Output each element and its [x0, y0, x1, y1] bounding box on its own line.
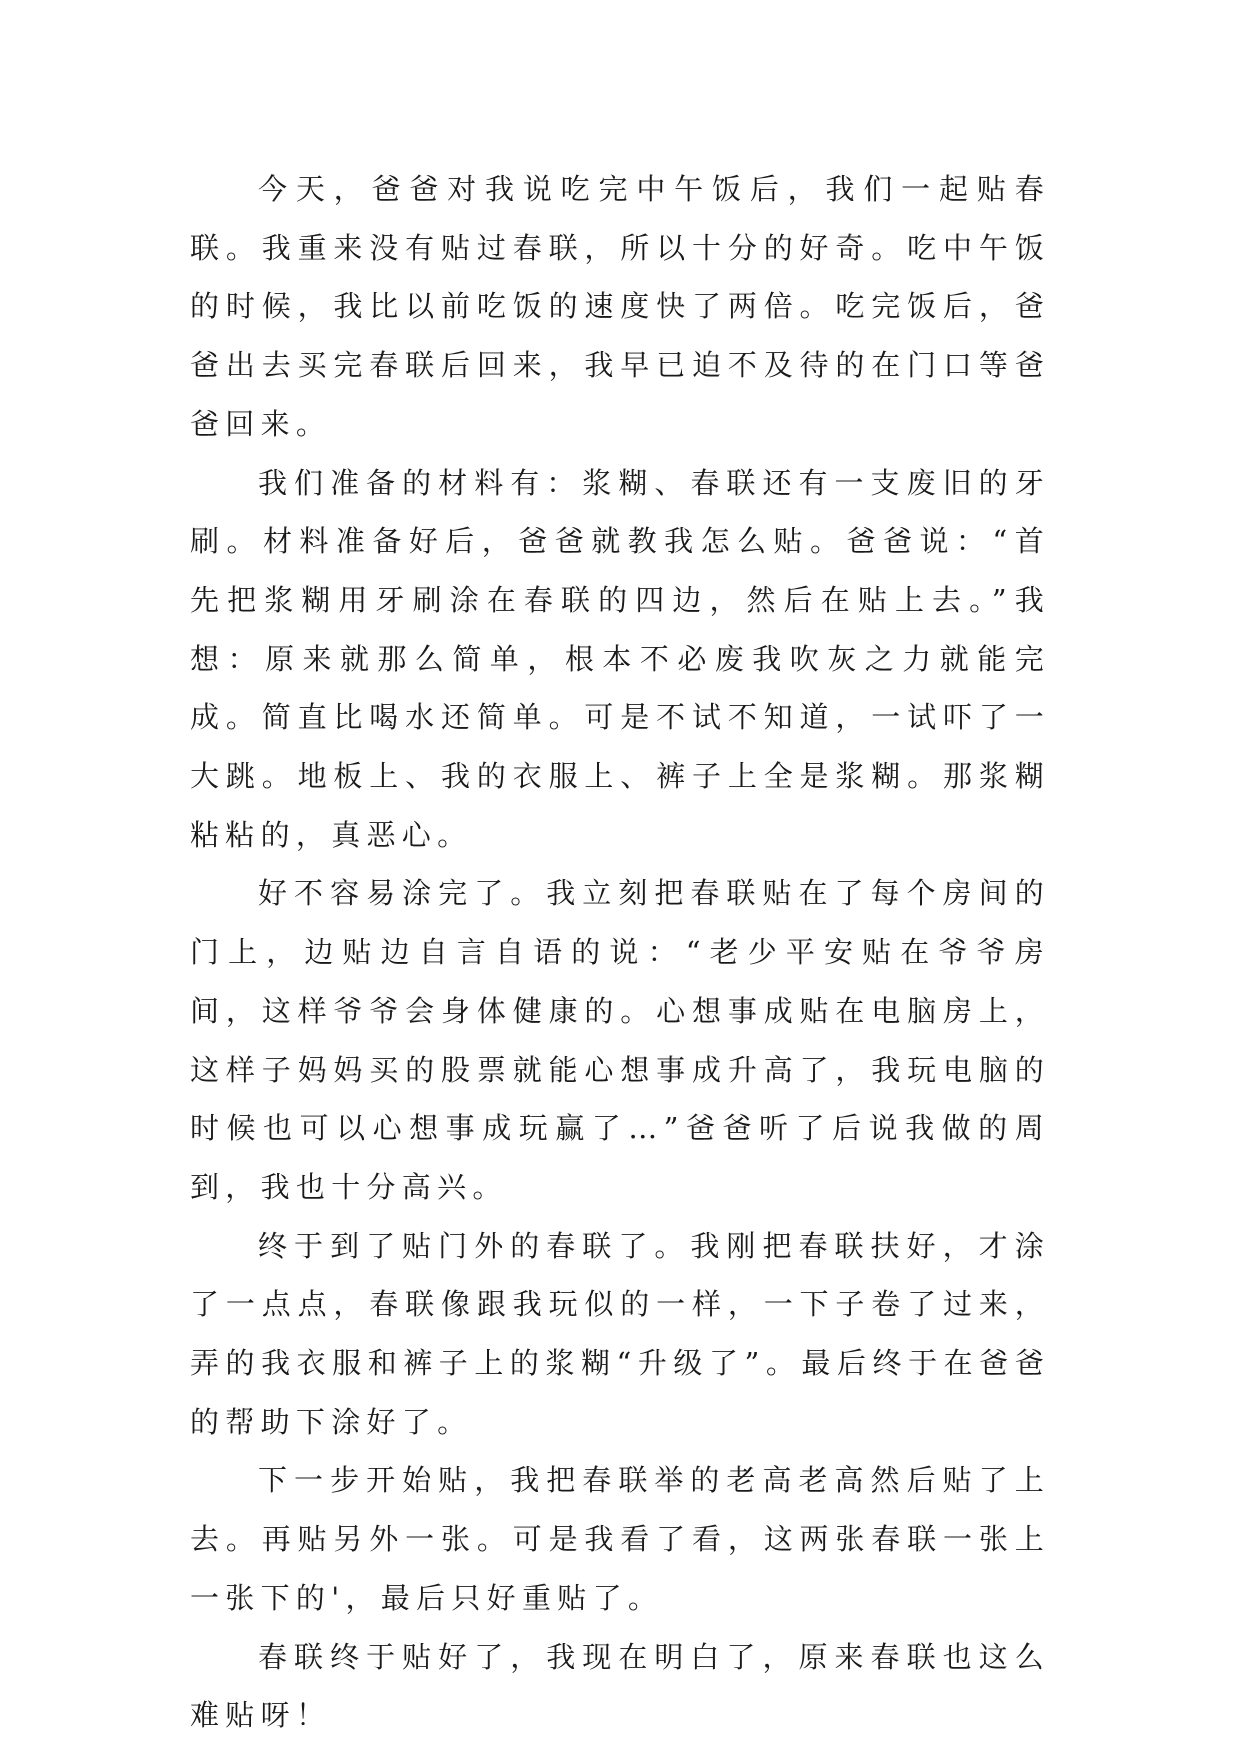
document-body	[190, 160, 1050, 1745]
paragraph-5: 下一步开始贴，我把春联举的老高老高然后贴了上去。再贴另外一张。可是我看了看，这两张春联一张上一张下的'，最后只好重贴了。	[190, 1463, 1050, 1615]
paragraph-1: 今天，爸爸对我说吃完中午饭后，我们一起贴春联。我重来没有贴过春联，所以十分的好奇。吃中午饭的时候，我比以前吃饭的速度快了两倍。吃完饭后，爸爸出去买完春联后回来，我早已迫不及待的在门口等爸爸回来。	[190, 172, 1050, 441]
paragraph-4: 终于到了贴门外的春联了。我刚把春联扶好，才涂了一点点，春联像跟我玩似的一样，一下子卷了过来，弄的我衣服和裤子上的浆糊“升级了”。最后终于在爸爸的帮助下涂好了。	[190, 1228, 1050, 1439]
paragraph-3: 好不容易涂完了。我立刻把春联贴在了每个房间的门上，边贴边自言自语的说：“老少平安贴在爷爷房间，这样爷爷会身体健康的。心想事成贴在电脑房上，这样子妈妈买的股票就能心想事成升高了，我玩电脑的时候也可以心想事成玩赢了…”爸爸听了后说我做的周到，我也十分高兴。	[190, 876, 1050, 1204]
paragraph-6: 春联终于贴好了，我现在明白了，原来春联也这么难贴呀！	[190, 1639, 1050, 1733]
paragraph-2: 我们准备的材料有：浆糊、春联还有一支废旧的牙刷。材料准备好后，爸爸就教我怎么贴。爸爸说：“首先把浆糊用牙刷涂在春联的四边，然后在贴上去。”我想：原来就那么简单，根本不必废我吹灰之力就能完成。简直比喝水还简单。可是不试不知道，一试吓了一大跳。地板上、我的衣服上、裤子上全是浆糊。那浆糊粘粘的，真恶心。	[190, 465, 1050, 852]
